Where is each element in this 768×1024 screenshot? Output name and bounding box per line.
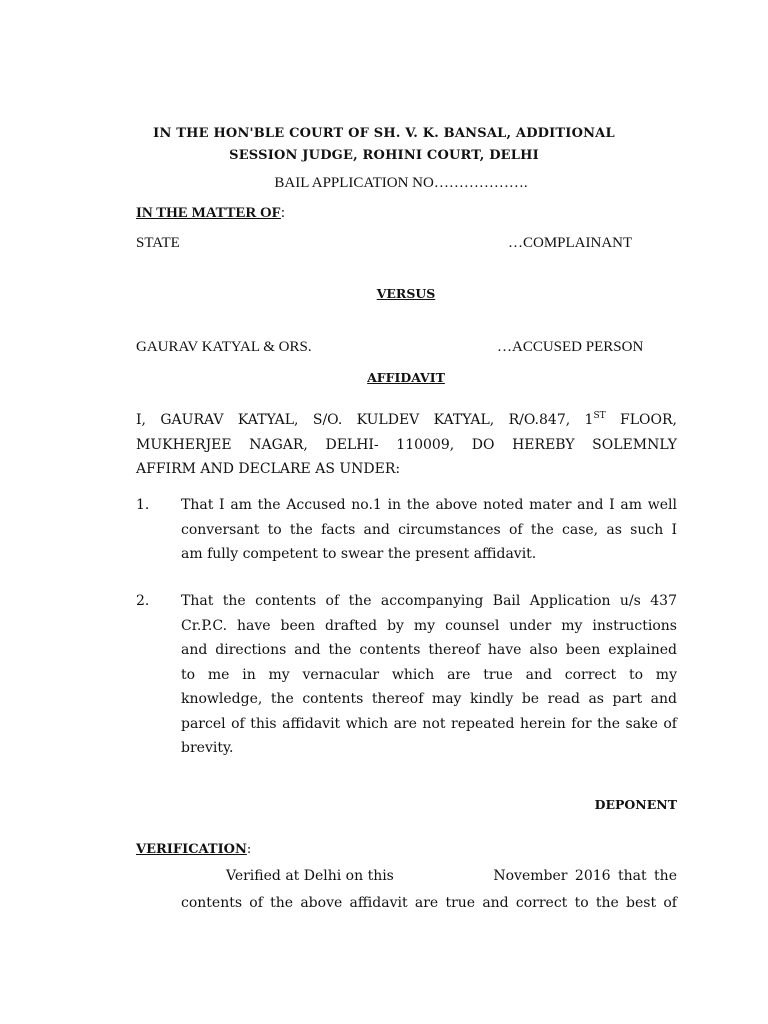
verification-line1-right: November 2016 that the	[493, 868, 677, 884]
verification-line2: contents of the above affidavit are true and correct to the best of	[181, 895, 677, 911]
verification-colon: :	[246, 842, 252, 857]
item-1-text: That I am the Accused no.1 in the above noted mater and I am well conversant to the facts and circumstances of the case, as such I am fully competent to swear the present affidavit.	[181, 497, 677, 562]
intro-line-2: MUKHERJEE NAGAR, DELHI- 110009, DO HEREBY SOLEMNLY	[136, 436, 677, 453]
complainant-role: …COMPLAINANT	[508, 235, 633, 251]
intro-paragraph	[136, 408, 677, 482]
court-heading-line1: IN THE HON'BLE COURT OF SH. V. K. BANSAL, ADDITIONAL	[153, 126, 615, 141]
deponent-label: DEPONENT	[594, 797, 677, 812]
versus-label: VERSUS	[376, 286, 436, 301]
item-2-text: That the contents of the accompanying Bail Application u/s 437 Cr.P.C. have been drafted by my counsel under my instructions and directions and the contents thereof have also been explained to me in my vernacular which are true and correct to my knowledge, the contents thereof may kindly be read as part and parcel of this affidavit which are not repeated herein for the sake of brevity.	[181, 593, 677, 756]
verification-line1-left: Verified at Delhi on this	[226, 868, 394, 884]
affidavit-title: AFFIDAVIT	[367, 370, 445, 385]
complainant-name: STATE	[136, 235, 180, 251]
in-the-matter-label: IN THE MATTER OF	[136, 205, 281, 221]
accused-role: …ACCUSED PERSON	[497, 339, 644, 355]
item-1-number: 1.	[136, 497, 150, 513]
verification-label: VERIFICATION	[136, 842, 247, 857]
accused-name: GAURAV KATYAL & ORS.	[136, 339, 312, 355]
court-heading-line2: SESSION JUDGE, ROHINI COURT, DELHI	[229, 148, 539, 163]
intro-line-1: I, GAURAV KATYAL, S/O. KULDEV KATYAL, R/O.847, 1ST FLOOR,	[136, 411, 677, 428]
in-the-matter-of	[136, 205, 285, 222]
bail-application-number: BAIL APPLICATION NO……………….	[274, 175, 528, 191]
item-2-number: 2.	[136, 593, 150, 609]
in-the-matter-colon: :	[280, 205, 286, 221]
intro-line-3: AFFIRM AND DECLARE AS UNDER:	[136, 461, 401, 477]
verification-heading	[136, 842, 251, 857]
